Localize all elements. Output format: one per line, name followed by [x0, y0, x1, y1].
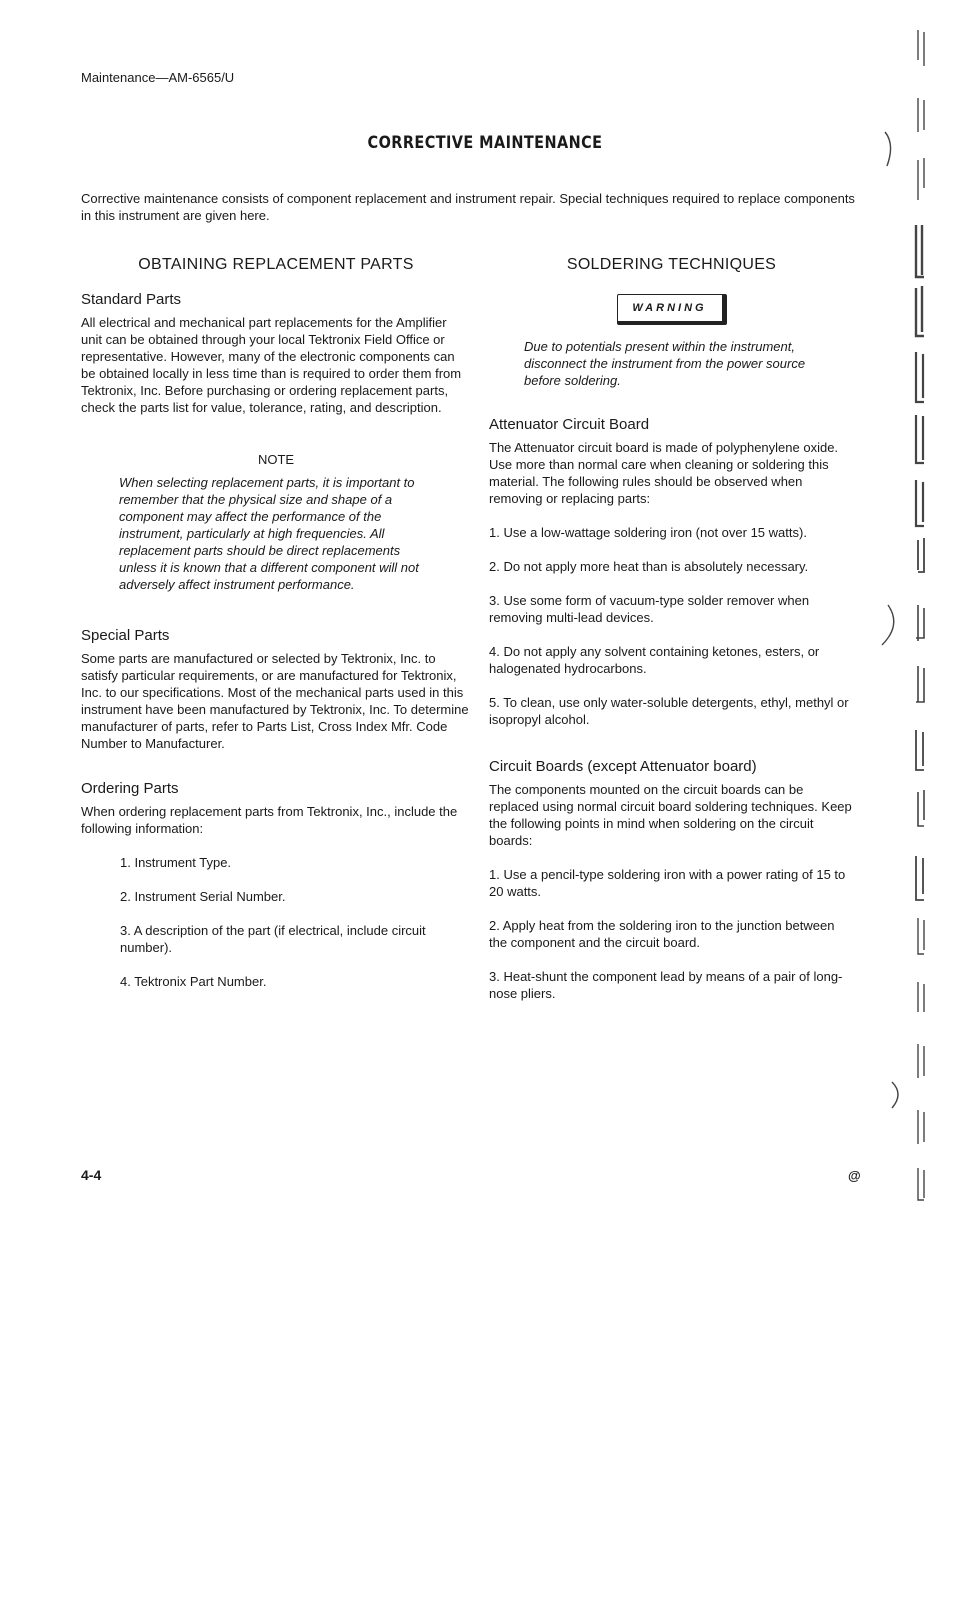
page-title: CORRECTIVE MAINTENANCE — [367, 133, 603, 153]
list-item: 4. Tektronix Part Number. — [120, 974, 267, 989]
section-title-soldering: SOLDERING TECHNIQUES — [566, 256, 777, 273]
intro-paragraph: Corrective maintenance consists of component replacement and instrument repair. Special techniques required to replace components in this instrument are given here. — [81, 191, 855, 223]
list-item: 2. Do not apply more heat than is absolutely necessary. — [489, 559, 809, 574]
page-number: 4-4 — [81, 1167, 102, 1183]
circuit-boards-text: The components mounted on the circuit boards can be replaced using normal circuit board soldering techniques. Keep the following points in mind when soldering on the circuit boards: — [489, 782, 852, 848]
note-text: When selecting replacement parts, it is important to remember that the physical size and shape of a component may affect the performance of the instrument, particularly at high frequencies. All replacement parts should be direct replacements unless it is known that a different component will not adversely affect instrument performance. — [119, 475, 419, 592]
standard-parts-text: All electrical and mechanical part replacements for the Amplifier unit can be obtained through your local Tektronix Field Office or representative. However, many of the electronic components can be obtained locally in less time than is required to order them from Tektronix, Inc. Before purchasing or ordering replacement parts, check the parts list for value, tolerance, rating, and description. — [81, 315, 462, 415]
warning-text: Due to potentials present within the instrument, disconnect the instrument from the power source before soldering. — [524, 339, 806, 388]
list-item: 2. Apply heat from the soldering iron to the junction between the component and the circuit board. — [489, 918, 835, 950]
heading-attenuator-board: Attenuator Circuit Board — [489, 416, 650, 433]
heading-standard-parts: Standard Parts — [81, 291, 182, 308]
special-parts-text: Some parts are manufactured or selected by Tektronix, Inc. to satisfy particular requirements, or are manufactured for Tektronix, Inc. to our specifications. Most of the mechanical parts used in this instrument have been manufactured by Tektronix, Inc. To determine manufacturer of parts, refer to Parts List, Cross Index Mfr. Code Number to Manufacturer. — [81, 651, 469, 751]
section-title-replacement-parts: OBTAINING REPLACEMENT PARTS — [138, 256, 414, 273]
note-heading: NOTE — [257, 452, 295, 467]
list-item: 1. Use a low-wattage soldering iron (not over 15 watts). — [489, 525, 807, 540]
ordering-parts-text: When ordering replacement parts from Tektronix, Inc., include the following information: — [81, 804, 458, 836]
list-item: 3. A description of the part (if electrical, include circuit number). — [120, 923, 426, 955]
list-item: 4. Do not apply any solvent containing ketones, esters, or halogenated hydrocarbons. — [489, 644, 820, 676]
list-item: 3. Use some form of vacuum-type solder remover when removing multi-lead devices. — [489, 593, 810, 625]
binding-edge-marks — [880, 20, 950, 1220]
attenuator-text: The Attenuator circuit board is made of polyphenylene oxide. Use more than normal care when cleaning or soldering this material. The following rules should be observed when removing or replacing parts: — [489, 440, 839, 506]
heading-circuit-boards: Circuit Boards (except Attenuator board) — [489, 758, 757, 775]
heading-special-parts: Special Parts — [81, 627, 170, 644]
list-item: 1. Use a pencil-type soldering iron with a power rating of 15 to 20 watts. — [489, 867, 846, 899]
footer-mark: @ — [848, 1168, 861, 1183]
running-head: Maintenance—AM-6565/U — [81, 70, 235, 85]
heading-ordering-parts: Ordering Parts — [81, 780, 179, 797]
list-item: 5. To clean, use only water-soluble detergents, ethyl, methyl or isopropyl alcohol. — [489, 695, 849, 727]
list-item: 1. Instrument Type. — [120, 855, 232, 870]
list-item: 3. Heat-shunt the component lead by means of a pair of long-nose pliers. — [489, 969, 843, 1001]
warning-label: WARNING — [617, 294, 727, 325]
left-column — [81, 256, 471, 990]
right-column — [489, 256, 854, 1002]
list-item: 2. Instrument Serial Number. — [120, 889, 286, 904]
